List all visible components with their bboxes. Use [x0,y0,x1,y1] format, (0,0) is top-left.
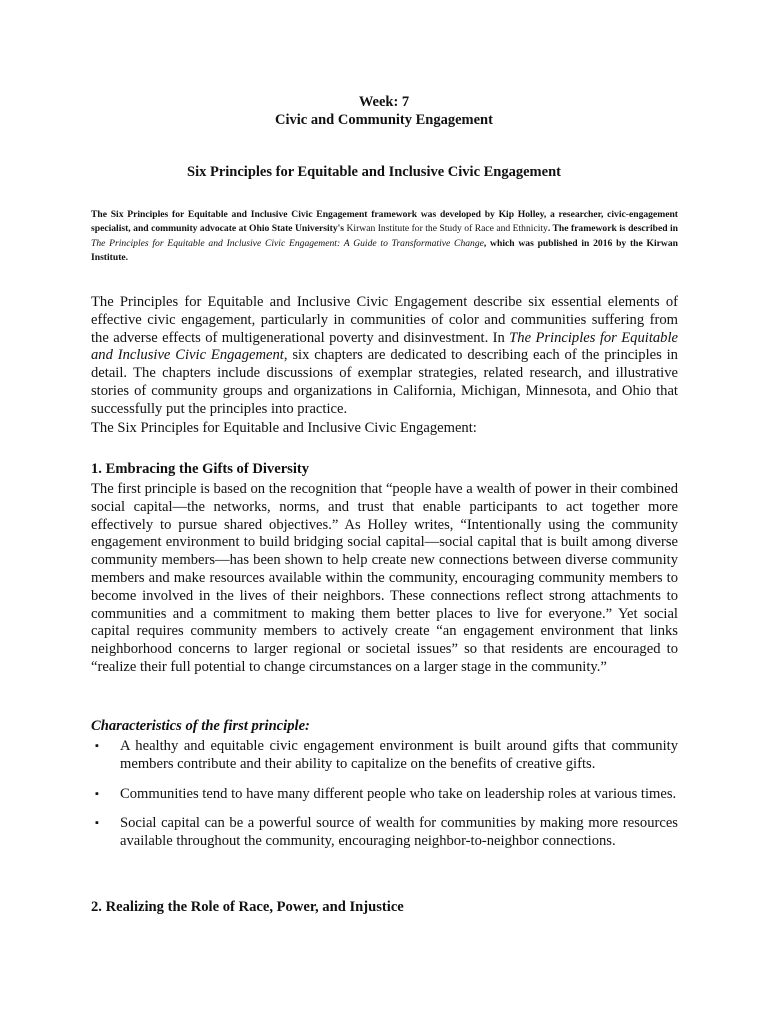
intro-paragraph-book-title: The Principles for Equitable and Inclusive Civic Engagement [91,329,678,364]
list-item [91,786,678,804]
characteristics-heading: Characteristics of the first principle: [91,718,310,734]
characteristics-list [91,738,678,851]
bullet-icon: ▪ [95,740,99,752]
course-title: Civic and Community Engagement [275,112,493,128]
bullet-icon: ▪ [95,787,99,800]
week-label: Week: 7 [358,94,410,110]
bullet-icon: ▪ [95,817,99,830]
section-1-heading: 1. Embracing the Gifts of Diversity [91,461,310,477]
list-item [91,815,678,851]
intro-paragraph-text-2: , six chapters are dedicated to describing each of the principles in detail. The chapters include discussions of exemplar strategies, related research, and illustrative stories of community groups and organizations in California, Michigan, Minnesota, and Ohio that successfully put the principles into practice. [91,347,678,417]
section-1-body: The first principle is based on the recognition that “people have a wealth of power in their combined social capital—the networks, norms, and trust that enable participants to act together more effectively to pursue shared objectives.” As Holley writes, “Intentionally using the community engagement environment to build bridging social capital—social capital that is built among diverse community members—has been shown to help create new connections between diverse community members and make resources available within the community, encouraging community members to become involved in the lives of their neighbors. These connections reflect strong attachments to communities and a commitment to making them better places to live for everyone.” Yet social capital requires community members to actively create “an engagement environment that links neighborhood concerns to larger regional or societal issues” so that residents are encouraged to “realize their full potential to change circumstances on a larger stage in the community.” [91,481,678,675]
intro-note [91,208,678,266]
intro-note-institute: Kirwan Institute for the Study of Race and Ethnicity [346,223,548,235]
intro-paragraph [91,294,678,419]
list-item-text: Communities tend to have many different people who take on leadership roles at various times. [120,785,677,802]
list-item [91,738,678,774]
principles-lead-in: The Six Principles for Equitable and Inclusive Civic Engagement: [91,420,477,436]
intro-note-text-2: . The framework is described in [547,223,678,235]
section-2-heading: 2. Realizing the Role of Race, Power, and Injustice [91,899,404,915]
list-item-text: A healthy and equitable civic engagement environment is built around gifts that community members contribute and their ability to capitalize on the benefits of creative gifts. [120,738,678,772]
list-item-text: Social capital can be a powerful source of wealth for communities by making more resources available throughout the community, encouraging neighbor-to-neighbor connections. [120,815,678,850]
intro-note-text-1: The Six Principles for Equitable and Inclusive Civic Engagement framework was developed by Kip Holley, a researcher, civic-engagement specialist, and community advocate at Ohio State University's [91,209,678,235]
document-title: Six Principles for Equitable and Inclusive Civic Engagement [187,164,561,180]
intro-note-book-title: The Principles for Equitable and Inclusive Civic Engagement: A Guide to Transformative Change [91,237,484,249]
intro-note-text-3: , which was published in 2016 by the Kirwan Institute. [91,237,678,264]
intro-paragraph-text-1: The Principles for Equitable and Inclusive Civic Engagement describe six essential elements of effective civic engagement, particularly in communities of color and communities suffering from the adverse effects of multigenerational poverty and disinvestment. In [91,294,678,346]
